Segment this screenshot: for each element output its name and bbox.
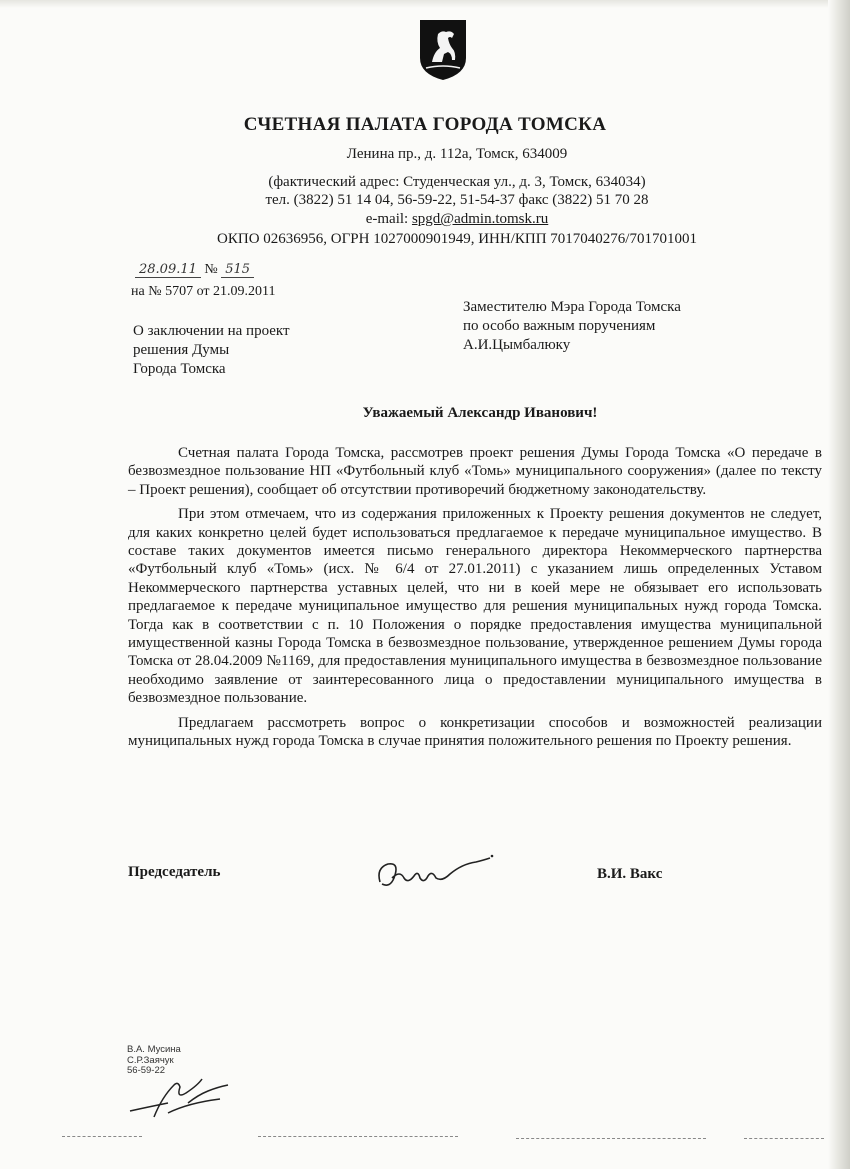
initials-signature <box>128 1073 238 1121</box>
addressee-line: Заместителю Мэра Города Томска <box>463 299 681 315</box>
email-label: e-mail: <box>365 211 409 227</box>
tomsk-horse-emblem <box>418 18 468 82</box>
actual-address: (фактический адрес: Студенческая ул., д. 3, Томск, 634034) <box>268 174 646 190</box>
registration-codes: ОКПО 02636956, ОГРН 1027000901949, ИНН/КПП 7017040276/701701001 <box>217 231 697 247</box>
outgoing-number: 515 <box>221 262 254 278</box>
number-sign: № <box>204 262 218 277</box>
email-link[interactable]: spgd@admin.tomsk.ru <box>411 211 549 227</box>
body-paragraph: Счетная палата Города Томска, рассмотрев проект решения Думы Города Томска «О передаче в безвозмездное пользование НП «Футбольный клуб «Томь» муниципального сооружения» (далее по тексту – Проект решения), сообщает об отсутствии противоречий бюджетному законодательству. <box>128 445 822 498</box>
in-reply-to: на № 5707 от 21.09.2011 <box>131 284 276 299</box>
scan-artifact-line <box>258 1136 458 1137</box>
email-line <box>0 211 850 228</box>
scan-edge-top <box>0 0 850 8</box>
executor-name: С.Р.Заячук <box>127 1054 174 1066</box>
outgoing-number-line <box>135 262 254 278</box>
body-paragraph: При этом отмечаем, что из содержания приложенных к Проекту решения документов не следует, для каких конкретно целей будет использоваться предлагаемое к передаче муниципальное имущество. В составе таких документов имеется письмо генерального директора Некоммерческого партнерства «Футбольный клуб «Томь» (исх. № 6/4 от 27.01.2011) с указанием лишь определенных Уставом Некоммерческого партнерства уставных целей, что ни в коей мере не обязывает его использовать предлагаемое к передаче муниципальное имущество для решения муниципальных нужд города Томска. Тогда как в соответствии с п. 10 Положения о порядке предоставления имущества муниципальной имущественной казны Города Томска в безвозмездное пользование, утвержденное решением Думы города Томска от 28.04.2009 №1169, для предоставления муниципального имущества в безвозмездное пользование необходимо заявление от заинтересованного лица о предоставлении муниципального имущества в безвозмездное пользование. <box>128 506 822 707</box>
signatory-position: Председатель <box>128 864 221 880</box>
addressee-line: А.И.Цымбалюку <box>463 337 571 353</box>
body-paragraph: Предлагаем рассмотреть вопрос о конкретизации способов и возможностей реализации муниципальных нужд города Томска в случае принятия положительного решения по Проекту решения. <box>128 714 822 750</box>
organization-title: СЧЕТНАЯ ПАЛАТА ГОРОДА ТОМСКА <box>243 114 607 135</box>
phone-numbers: тел. (3822) 51 14 04, 56-59-22, 51-54-37 факс (3822) 51 70 28 <box>265 192 649 208</box>
addressee-block <box>463 298 743 355</box>
outgoing-date: 28.09.11 <box>135 262 201 278</box>
signatory-name: В.И. Вакс <box>597 866 663 882</box>
scan-artifact-line <box>62 1136 142 1137</box>
executor-name: В.А. Мусина <box>127 1044 181 1055</box>
addressee-line: по особо важным поручениям <box>463 318 656 334</box>
handwritten-signature <box>372 848 502 898</box>
legal-address: Ленина пр., д. 112а, Томск, 634009 <box>346 146 568 162</box>
letter-subject <box>133 322 333 379</box>
subject-line: Города Томска <box>133 361 226 377</box>
letter-body <box>128 444 822 757</box>
salutation: Уважаемый Александр Иванович! <box>362 405 598 421</box>
subject-line: О заключении на проект <box>133 323 290 339</box>
executor-phone: 56-59-22 <box>127 1065 166 1076</box>
scan-artifact-line <box>744 1138 824 1139</box>
scan-artifact-line <box>516 1138 706 1139</box>
subject-line: решения Думы <box>133 342 230 358</box>
executors-block <box>127 1045 181 1077</box>
